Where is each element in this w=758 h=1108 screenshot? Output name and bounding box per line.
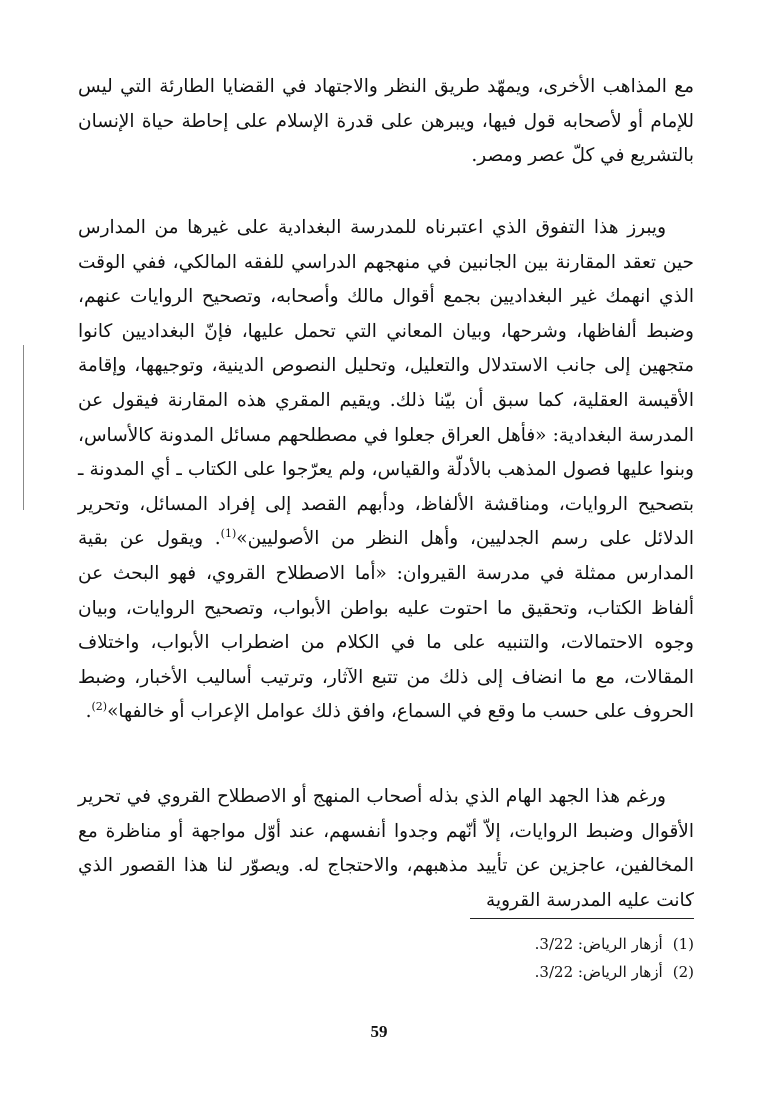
margin-mark [23, 345, 24, 510]
paragraph-3 [78, 780, 694, 918]
footnote-separator [470, 918, 694, 919]
paragraph-2-text [78, 211, 694, 730]
footnote-2 [400, 962, 694, 982]
paragraph-3-text: ورغم هذا الجهد الهام الذي بذله أصحاب المنهج أو الاصطلاح القروي في تحرير الأقوال وضبط الروايات، إلاّ أنّهم وجدوا أنفسهم، عند أوّل مواجهة أو مناظرة مع المخالفين، عاجزين عن تأييد مذهبهم، والاحتجاج له. ويصوّر لنا هذا القصور الذي كانت عليه المدرسة القروية [78, 786, 694, 911]
footnote-1-text: أزهار الرياض: 3/22. [534, 935, 663, 953]
footnote-1 [400, 934, 694, 954]
footnote-2-text: أزهار الرياض: 3/22. [534, 963, 663, 981]
footnote-ref-2[interactable]: (2) [91, 700, 108, 714]
paragraph-2-part-1: ويبرز هذا التفوق الذي اعتبرناه للمدرسة البغدادية على غيرها من المدارس حين تعقد المقارنة بين الجانبين في منهجهم الدراسي للفقه المالكي، ففي الوقت الذي انهمك غير البغداديين بجمع أقوال مالك وأصحابه، وتصحيح الروايات عنهم، وضبط ألفاظها، وشرحها، وبيان المعاني التي تحمل عليها، فإنّ البغداديين كانوا متجهين إلى جانب الاستدلال والتعليل، وتحليل النصوص الدينية، وتوجيهها، وإقامة الأقيسة العقلية، كما سبق أن بيّنا ذلك. ويقيم المقري هذه المقارنة فيقول عن المدرسة البغدادية: «فأهل العراق جعلوا في مصطلحهم مسائل المدونة كالأساس، وبنوا عليها فصول المذهب بالأدلّة والقياس، ولم يعرّجوا على الكتاب ـ أي المدونة ـ بتصحيح الروايات، ومناقشة الألفاظ، ودأبهم القصد إلى إفراد المسائل، وتحرير الدلائل على رسم الجدليين، وأهل النظر من الأصوليين» [78, 217, 694, 550]
paragraph-1-text: مع المذاهب الأخرى، ويمهّد طريق النظر والاجتهاد في القضايا الطارئة التي ليس للإمام أو لأصحابه قول فيها، ويبرهن على قدرة الإسلام على إحاطة حياة الإنسان بالتشريع في كلّ عصر ومصر. [78, 76, 694, 167]
footnote-2-number: (2) [672, 963, 694, 981]
paragraph-2 [78, 211, 694, 730]
page-number: 59 [370, 1022, 388, 1041]
footnote-1-number: (1) [672, 935, 694, 953]
paragraph-1 [78, 70, 694, 174]
paragraph-2-part-3: . [85, 701, 92, 723]
footnote-ref-1[interactable]: (1) [220, 527, 237, 541]
paragraph-2-part-2: . ويقول عن بقية المدارس ممثلة في مدرسة القيروان: «أما الاصطلاح القروي، فهو البحث عن ألفاظ الكتاب، وتحقيق ما احتوت عليه بواطن الأبواب، وتصحيح الروايات، وبيان وجوه الاحتمالات، والتنبيه على ما في الكلام من اضطراب الأبواب، واختلاف المقالات، مع ما انضاف إلى ذلك من تتبع الآثار، وترتيب أساليب الأخبار، وضبط الحروف على حسب ما وقع في السماع، وافق ذلك عوامل الإعراب أو خالفها» [78, 528, 694, 723]
